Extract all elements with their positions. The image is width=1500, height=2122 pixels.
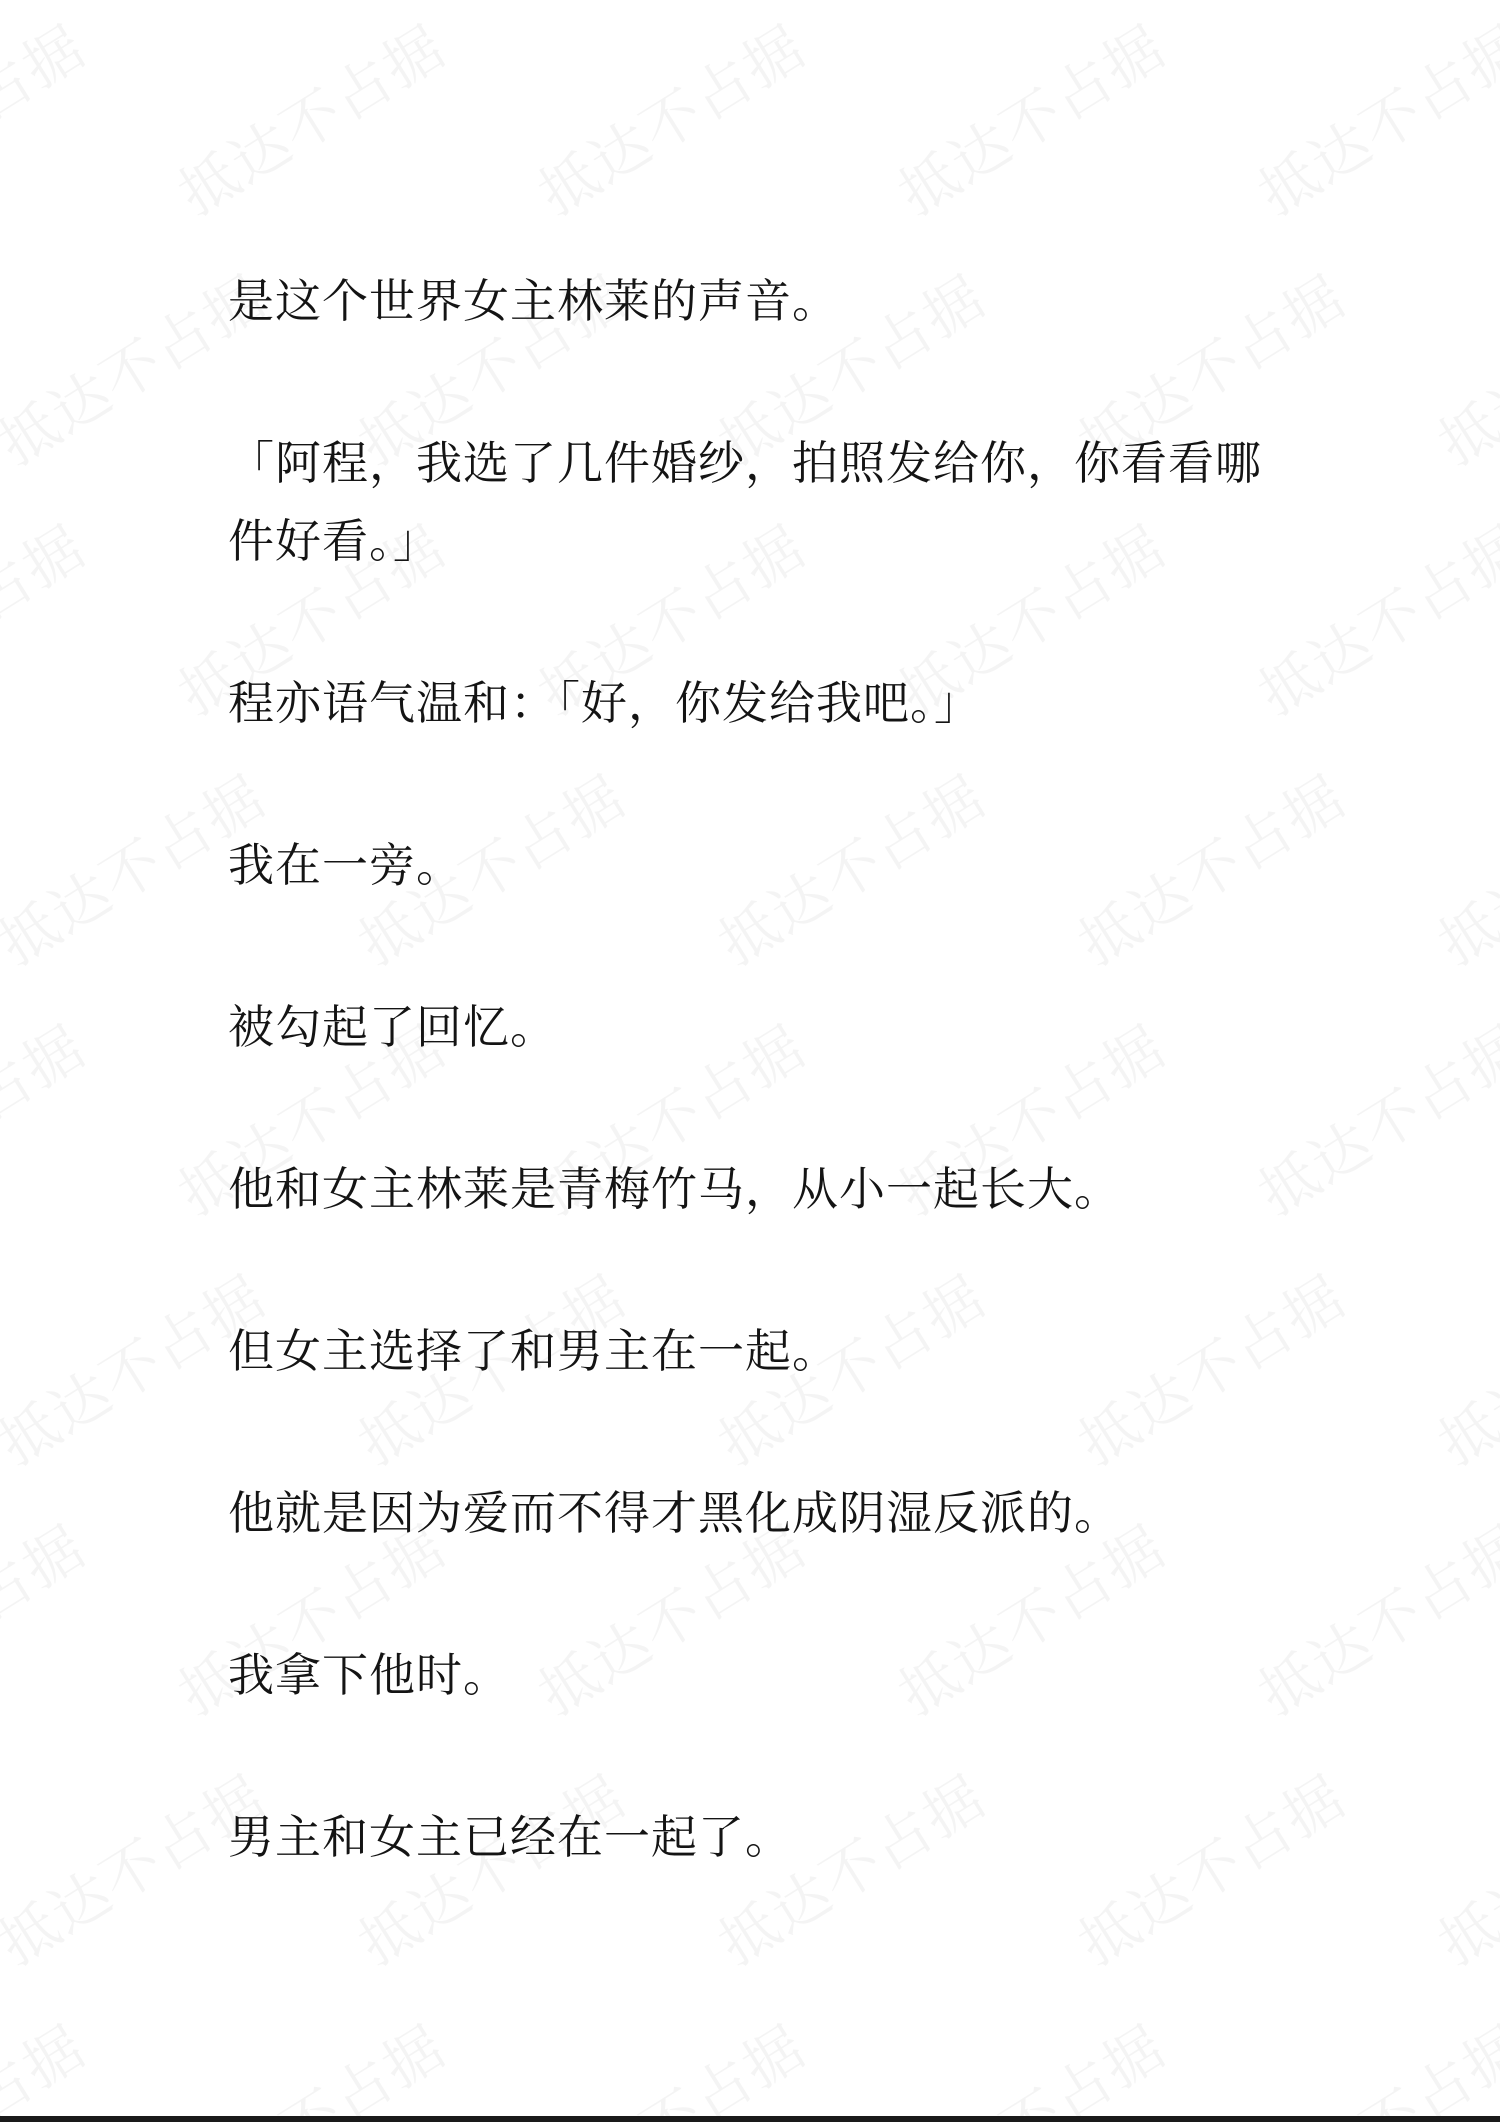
watermark-text — [0, 1001, 99, 1231]
watermark-text — [0, 1501, 99, 1731]
watermark-text — [0, 2001, 99, 2122]
paragraph: 我拿下他时。 — [228, 1648, 510, 1702]
paragraph: 男主和女主已经在一起了。 — [228, 1810, 792, 1864]
watermark-text — [1240, 2001, 1500, 2122]
watermark-text — [520, 2001, 819, 2122]
watermark-text — [0, 1, 99, 231]
watermark-text — [880, 1, 1179, 231]
paragraph: 「阿程，我选了几件婚纱，拍照发给你，你看看哪件好看。」 — [228, 436, 1262, 568]
paragraph: 但女主选择了和男主在一起。 — [228, 1324, 839, 1378]
watermark-text — [1240, 1, 1500, 231]
document-body — [228, 262, 1288, 1960]
paragraph: 被勾起了回忆。 — [228, 1000, 557, 1054]
watermark-text — [520, 1, 819, 231]
bottom-edge-bar — [0, 2116, 1500, 2122]
watermark-text — [1420, 1751, 1500, 1981]
paragraph: 程亦语气温和：「好，你发给我吧。」 — [228, 676, 981, 730]
watermark-text — [160, 2001, 459, 2122]
paragraph: 他就是因为爱而不得才黑化成阴湿反派的。 — [228, 1486, 1121, 1540]
paragraph: 是这个世界女主林莱的声音。 — [228, 274, 839, 328]
watermark-text — [1420, 251, 1500, 481]
watermark-text — [880, 2001, 1179, 2122]
paragraph: 他和女主林莱是青梅竹马，从小一起长大。 — [228, 1162, 1121, 1216]
watermark-text — [1420, 751, 1500, 981]
watermark-text — [160, 1, 459, 231]
watermark-text — [1420, 1251, 1500, 1481]
watermark-text — [0, 501, 99, 731]
paragraph: 我在一旁。 — [228, 838, 463, 892]
